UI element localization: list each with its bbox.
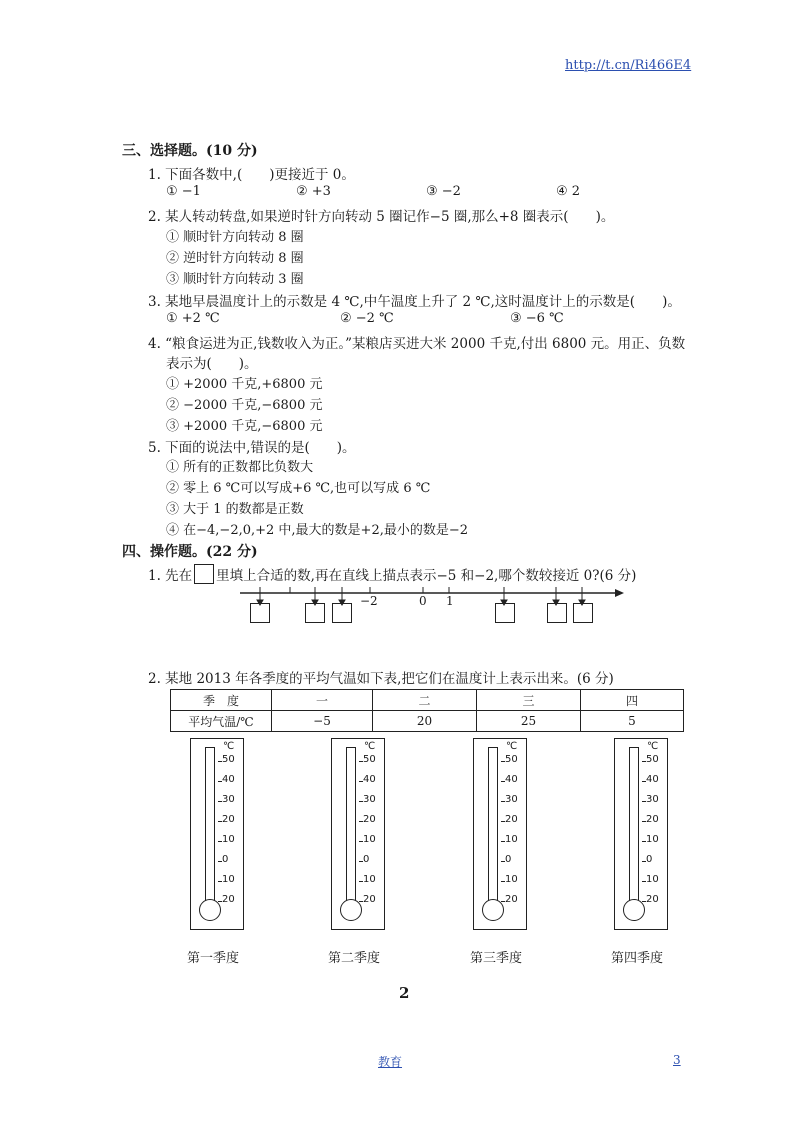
q4-text-2: 表示为( )。 — [166, 356, 258, 372]
section3-title: 三、选择题。(10 分) — [122, 143, 258, 159]
q5-text: 5. 下面的说法中,错误的是( )。 — [148, 440, 356, 456]
q2-option-2: ② 逆时针方向转动 8 圈 — [166, 251, 304, 266]
op1-prefix: 1. 先在 — [148, 568, 193, 584]
q5-option-2: ② 零上 6 ℃可以写成+6 ℃,也可以写成 6 ℃ — [166, 481, 431, 496]
page-number: 2 — [399, 984, 410, 1002]
section4-title: 四、操作题。(22 分) — [122, 544, 258, 560]
q1-option-2: ② +3 — [296, 184, 331, 199]
q5-option-3: ③ 大于 1 的数都是正数 — [166, 502, 304, 517]
q3-option-3: ③ −6 ℃ — [510, 311, 564, 326]
season-4: 四 — [581, 690, 684, 711]
line-label-1: 1 — [446, 594, 454, 608]
number-box-5[interactable] — [547, 603, 567, 623]
caption-q2: 第二季度 — [328, 951, 381, 966]
season-3: 三 — [477, 690, 581, 711]
header-url[interactable]: http://t.cn/Ri466E4 — [565, 58, 692, 73]
number-box-4[interactable] — [495, 603, 515, 623]
footer-link[interactable]: 教育 — [378, 1055, 403, 1069]
q4-option-1: ① +2000 千克,+6800 元 — [166, 377, 323, 392]
unit-label: ℃ — [506, 741, 518, 752]
number-box-2[interactable] — [305, 603, 325, 623]
thermometer-1[interactable]: ℃ 50 40 30 20 10 0 10 20 — [190, 738, 244, 930]
op1-suffix: 里填上合适的数,再在直线上描点表示−5 和−2,哪个数较接近 0?(6 分) — [216, 568, 637, 584]
thermometer-2[interactable]: ℃ 50 40 30 20 10 0 10 20 — [331, 738, 385, 930]
caption-q1: 第一季度 — [187, 951, 240, 966]
blank-box-icon — [194, 564, 214, 584]
temp-1: −5 — [272, 711, 373, 732]
q1-option-4: ④ 2 — [556, 184, 581, 199]
number-box-1[interactable] — [250, 603, 270, 623]
temp-2: 20 — [373, 711, 477, 732]
thermometer-bulb — [623, 899, 645, 921]
q4-option-2: ② −2000 千克,−6800 元 — [166, 398, 323, 413]
row-label-temp: 平均气温/℃ — [171, 711, 272, 732]
thermometer-4[interactable]: ℃ 50 40 30 20 10 0 10 20 — [614, 738, 668, 930]
q2-option-3: ③ 顺时针方向转动 3 圈 — [166, 272, 304, 287]
thermometer-bulb — [340, 899, 362, 921]
footer-page[interactable]: 3 — [673, 1053, 681, 1067]
unit-label: ℃ — [364, 741, 376, 752]
unit-label: ℃ — [223, 741, 235, 752]
thermometer-tube — [205, 747, 215, 901]
caption-q4: 第四季度 — [611, 951, 664, 966]
line-label-0: 0 — [419, 594, 427, 608]
season-1: 一 — [272, 690, 373, 711]
q3-option-2: ② −2 ℃ — [340, 311, 394, 326]
line-label-minus2: −2 — [360, 594, 378, 608]
q3-text: 3. 某地早晨温度计上的示数是 4 ℃,中午温度上升了 2 ℃,这时温度计上的示数是( )。 — [148, 294, 681, 310]
q1-text: 1. 下面各数中,( )更接近于 0。 — [148, 167, 355, 183]
unit-label: ℃ — [647, 741, 659, 752]
thermometer-tube — [488, 747, 498, 901]
q5-option-1: ① 所有的正数都比负数大 — [166, 460, 314, 475]
thermometer-3[interactable]: ℃ 50 40 30 20 10 0 10 20 — [473, 738, 527, 930]
number-line-ticks — [260, 587, 582, 593]
thermometer-tube — [629, 747, 639, 901]
row-label-season: 季 度 — [171, 690, 272, 711]
table-row — [171, 690, 684, 711]
q4-option-3: ③ +2000 千克,−6800 元 — [166, 419, 323, 434]
q3-option-1: ① +2 ℃ — [166, 311, 220, 326]
caption-q3: 第三季度 — [470, 951, 523, 966]
thermometer-bulb — [199, 899, 221, 921]
table-row — [171, 711, 684, 732]
number-box-3[interactable] — [332, 603, 352, 623]
q1-option-1: ① −1 — [166, 184, 201, 199]
temp-4: 5 — [581, 711, 684, 732]
number-line — [230, 585, 630, 635]
q2-text: 2. 某人转动转盘,如果逆时针方向转动 5 圈记作−5 圈,那么+8 圈表示( )。 — [148, 209, 615, 225]
thermometer-tube — [346, 747, 356, 901]
temp-3: 25 — [477, 711, 581, 732]
q5-option-4: ④ 在−4,−2,0,+2 中,最大的数是+2,最小的数是−2 — [166, 523, 469, 538]
number-box-6[interactable] — [573, 603, 593, 623]
q1-option-3: ③ −2 — [426, 184, 461, 199]
op1-text — [148, 564, 636, 584]
q2-option-1: ① 顺时针方向转动 8 圈 — [166, 230, 304, 245]
op2-text: 2. 某地 2013 年各季度的平均气温如下表,把它们在温度计上表示出来。(6 分) — [148, 671, 614, 687]
temperature-table — [170, 689, 684, 732]
q4-text: 4. “粮食运进为正,钱数收入为正。”某粮店买进大米 2000 千克,付出 6800 元。用正、负数 — [148, 336, 686, 352]
season-2: 二 — [373, 690, 477, 711]
thermometer-bulb — [482, 899, 504, 921]
